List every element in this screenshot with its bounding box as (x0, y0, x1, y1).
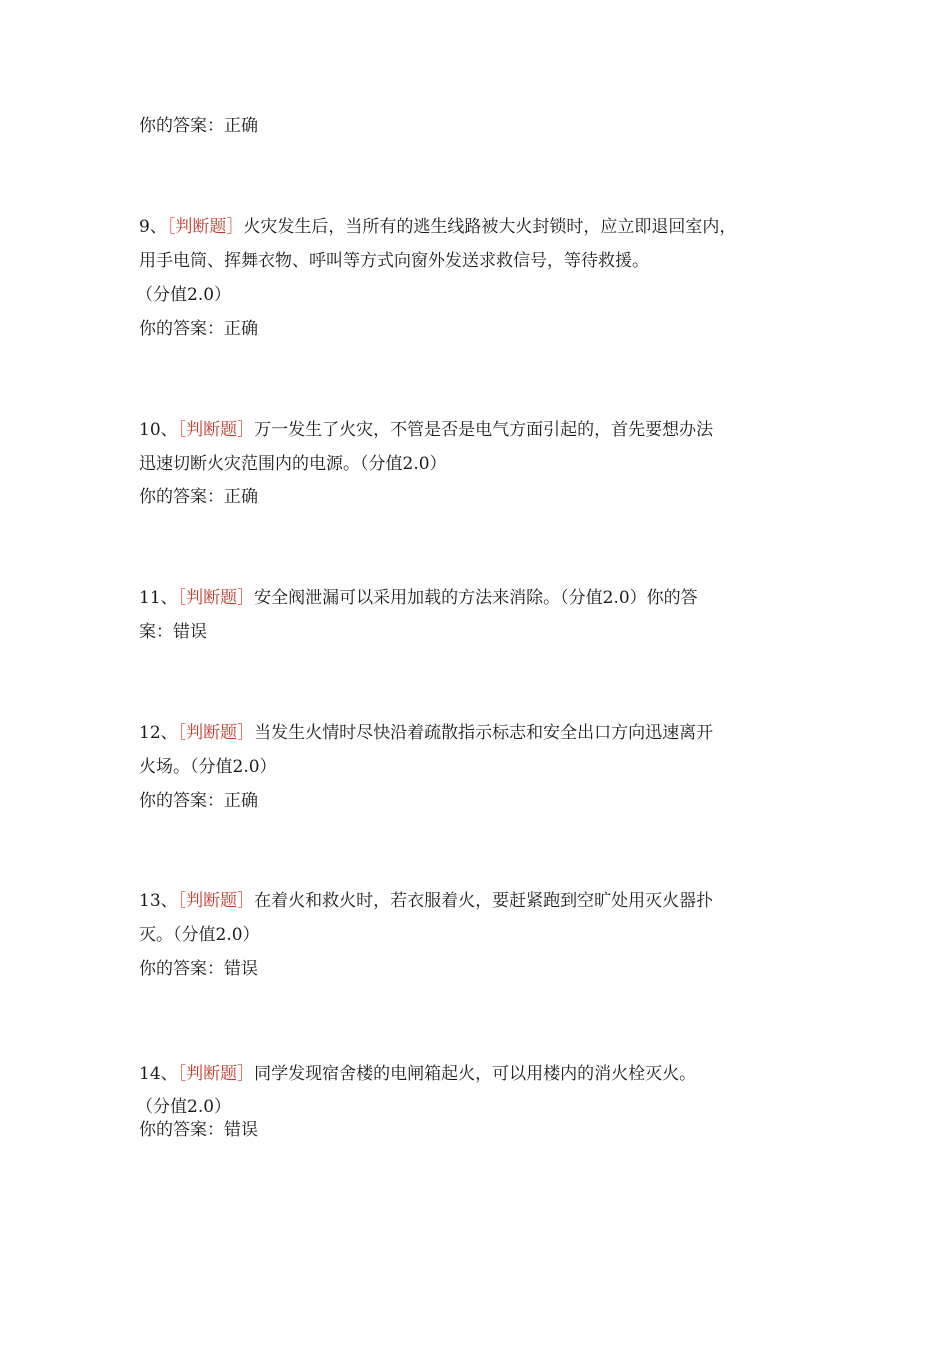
q14-answer: 你的答案：错误 (139, 1120, 258, 1140)
q13-answer: 你的答案：错误 (139, 959, 258, 979)
question-type-tag: ［判断题］ (177, 891, 255, 911)
question-type-tag: ［判断题］ (177, 723, 255, 743)
q12-answer: 你的答案：正确 (139, 791, 258, 811)
question-number: 11、 (139, 588, 178, 608)
question-number: 10、 (139, 420, 178, 440)
question-type-tag: ［判断题］ (177, 420, 255, 440)
q12-line-1: 12、［判断题］当发生火情时尽快沿着疏散指示标志和安全出口方向迅速离开 (139, 723, 714, 743)
question-number: 9、 (139, 217, 167, 237)
q10-line-1: 10、［判断题］万一发生了火灾，不管是否是电气方面引起的，首先要想办法 (139, 420, 714, 440)
q11-line-2: 案：错误 (139, 622, 207, 642)
q12-line-2: 火场。（分值2.0） (139, 757, 277, 777)
q11-line-1: 11、［判断题］安全阀泄漏可以采用加载的方法来消除。（分值2.0）你的答 (139, 588, 698, 608)
q9-score: （分值2.0） (136, 285, 232, 305)
question-type-tag: ［判断题］ (177, 1064, 255, 1084)
question-number: 12、 (139, 723, 178, 743)
q10-answer: 你的答案：正确 (139, 487, 258, 507)
question-type-tag: ［判断题］ (166, 217, 244, 237)
q9-answer: 你的答案：正确 (139, 319, 258, 339)
q13-line-1: 13、［判断题］在着火和救火时，若衣服着火，要赶紧跑到空旷处用灭火器扑 (139, 891, 714, 911)
question-number: 14、 (139, 1064, 178, 1084)
question-type-tag: ［判断题］ (177, 588, 255, 608)
q8-answer: 你的答案：正确 (139, 116, 258, 136)
q10-line-2: 迅速切断火灾范围内的电源。（分值2.0） (139, 454, 447, 474)
q13-line-2: 灭。（分值2.0） (139, 925, 260, 945)
q14-line-1: 14、［判断题］同学发现宿舍楼的电闸箱起火，可以用楼内的消火栓灭火。 (139, 1064, 697, 1084)
q9-line-1: 9、［判断题］火灾发生后，当所有的逃生线路被大火封锁时，应立即退回室内， (139, 217, 737, 237)
question-number: 13、 (139, 891, 178, 911)
q14-score: （分值2.0） (136, 1097, 232, 1117)
q9-line-2: 用手电筒、挥舞衣物、呼叫等方式向窗外发送求救信号，等待救援。 (139, 251, 649, 271)
